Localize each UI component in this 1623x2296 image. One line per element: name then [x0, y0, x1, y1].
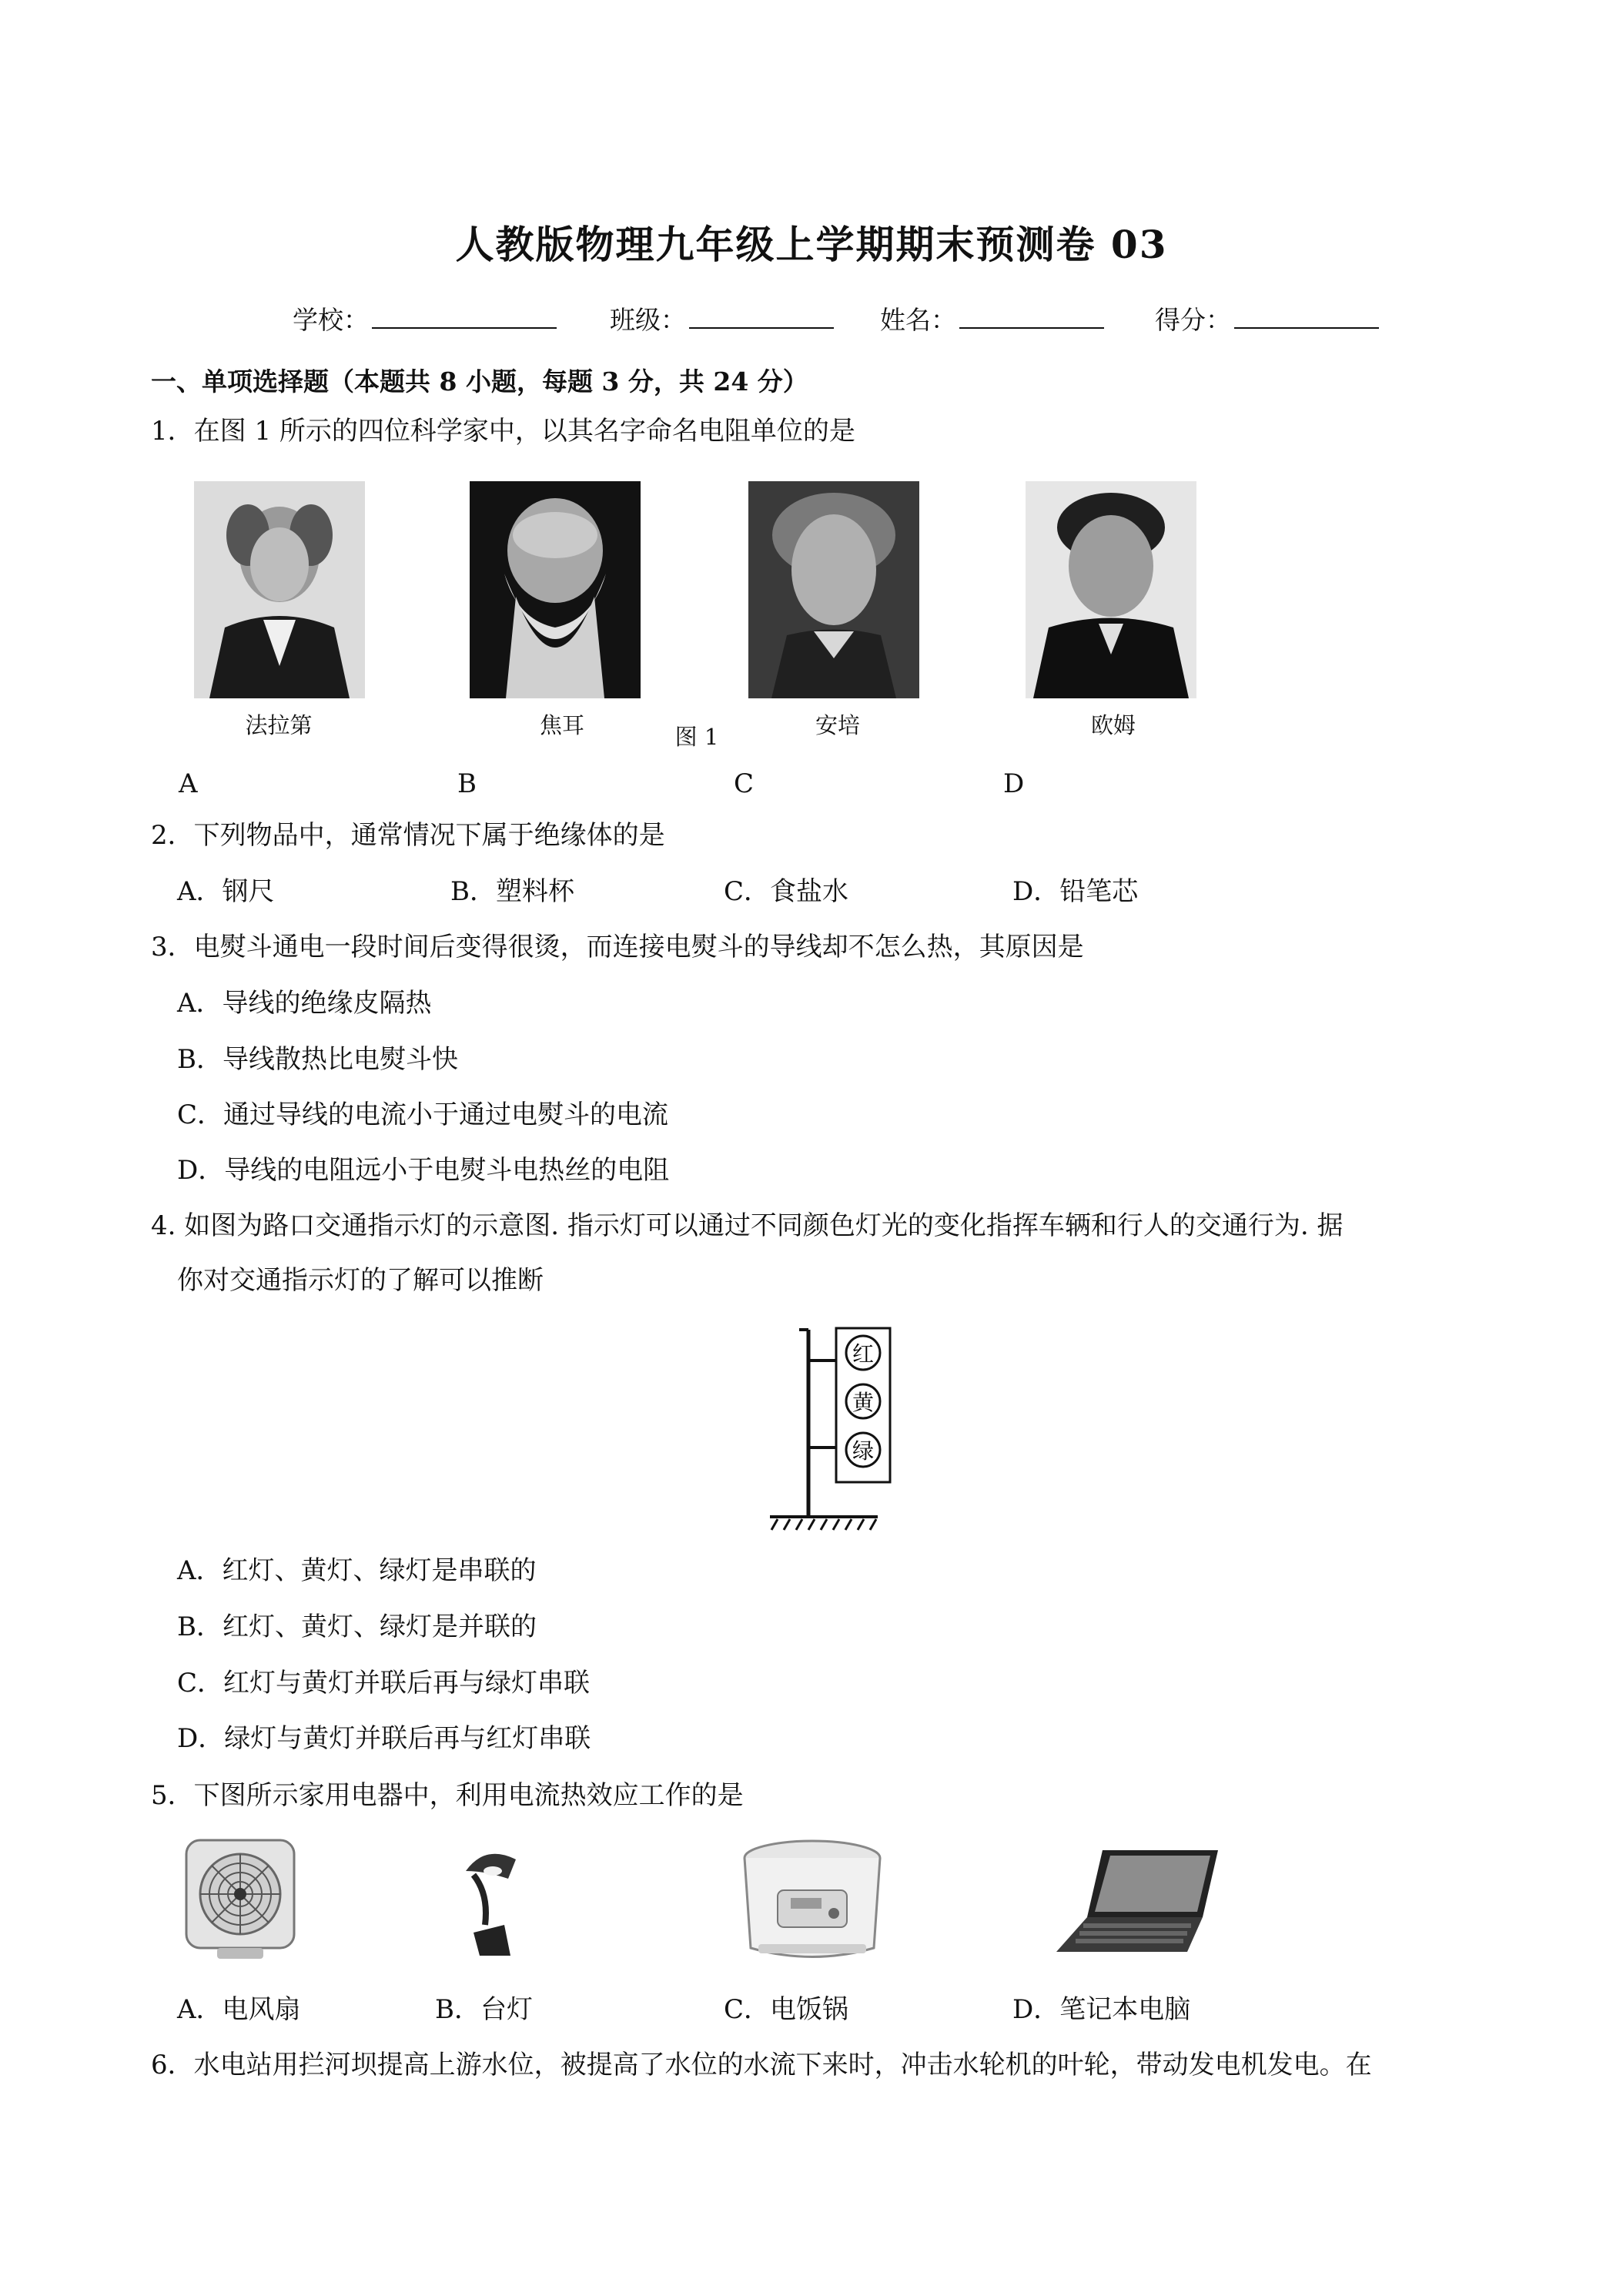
q3-stem: 3．电熨斗通电一段时间后变得很烫，而连接电熨斗的导线却不怎么热，其原因是: [151, 932, 1084, 962]
q2-option-c: C．食盐水: [724, 876, 849, 907]
class-label: 班级：: [610, 305, 686, 335]
caption-joule: 焦耳: [539, 712, 584, 738]
q2-option-a: A．钢尺: [177, 876, 275, 907]
name-blank: [959, 306, 1104, 329]
q1-option-d: D: [1003, 768, 1025, 799]
caption-ampere: 安培: [815, 712, 860, 738]
q3-option-d: D．导线的电阻远小于电熨斗电热丝的电阻: [177, 1155, 670, 1186]
score-blank: [1234, 306, 1379, 329]
portrait-joule-image: [470, 481, 641, 698]
q2-option-b: B．塑料杯: [450, 876, 574, 907]
q2-option-d: D．铅笔芯: [1012, 876, 1139, 907]
school-field: [293, 300, 557, 336]
q4-option-a: A．红灯、黄灯、绿灯是串联的: [177, 1555, 537, 1586]
school-label: 学校：: [293, 305, 369, 335]
page-title: 人教版物理九年级上学期期末预测卷 03: [455, 222, 1168, 267]
q5-option-c: C．电饭锅: [724, 1994, 849, 2025]
name-label: 姓名：: [880, 305, 956, 335]
school-blank: [372, 306, 557, 329]
portrait-ohm-image: [1026, 481, 1196, 698]
q4-option-d: D．绿灯与黄灯并联后再与红灯串联: [177, 1723, 591, 1754]
portrait-ampere-image: [748, 481, 919, 698]
desk-lamp-image: [450, 1840, 543, 1963]
figure-caption: 图 1: [674, 724, 719, 750]
q4-option-b: B．红灯、黄灯、绿灯是并联的: [177, 1612, 537, 1642]
score-field: [1155, 300, 1379, 336]
q5-option-b: B．台灯: [435, 1994, 533, 2025]
name-field: [880, 300, 1104, 336]
q3-option-b: B．导线散热比电熨斗快: [177, 1044, 458, 1075]
q4-stem-line2: 你对交通指示灯的了解可以推断: [177, 1265, 544, 1296]
q4-option-c: C．红灯与黄灯并联后再与绿灯串联: [177, 1668, 591, 1699]
portrait-faraday-image: [194, 481, 365, 698]
yellow-light-label: 黄: [852, 1390, 875, 1415]
q1-option-c: C: [734, 768, 755, 799]
green-light-label: 绿: [852, 1438, 875, 1464]
q1-stem: 1．在图 1 所示的四位科学家中，以其名字命名电阻单位的是: [151, 416, 855, 447]
class-field: [610, 300, 834, 336]
q4-stem-line1: 4. 如图为路口交通指示灯的示意图. 指示灯可以通过不同颜色灯光的变化指挥车辆和行人的交通行为. 据: [151, 1210, 1344, 1241]
q1-option-b: B: [457, 768, 477, 799]
red-light-label: 红: [852, 1341, 875, 1367]
laptop-image: [1049, 1844, 1226, 1960]
q5-option-d: D．笔记本电脑: [1012, 1994, 1191, 2025]
score-label: 得分：: [1155, 305, 1231, 335]
q5-option-a: A．电风扇: [177, 1994, 301, 2025]
electric-fan-image: [179, 1836, 302, 1963]
section-heading: 一、单项选择题（本题共 8 小题，每题 3 分，共 24 分）: [151, 366, 808, 397]
q3-option-a: A．导线的绝缘皮隔热: [177, 988, 432, 1019]
rice-cooker-image: [735, 1836, 889, 1967]
class-blank: [689, 306, 834, 329]
caption-ohm: 欧姆: [1090, 712, 1136, 738]
q2-stem: 2．下列物品中，通常情况下属于绝缘体的是: [151, 820, 665, 851]
caption-faraday: 法拉第: [245, 712, 313, 738]
q1-option-a: A: [179, 768, 198, 799]
traffic-light-diagram: [762, 1320, 901, 1532]
q5-stem: 5．下图所示家用电器中，利用电流热效应工作的是: [151, 1780, 744, 1811]
q3-option-c: C．通过导线的电流小于通过电熨斗的电流: [177, 1099, 669, 1130]
q6-stem: 6．水电站用拦河坝提高上游水位，被提高了水位的水流下来时，冲击水轮机的叶轮，带动发电机发电。在: [151, 2050, 1372, 2080]
